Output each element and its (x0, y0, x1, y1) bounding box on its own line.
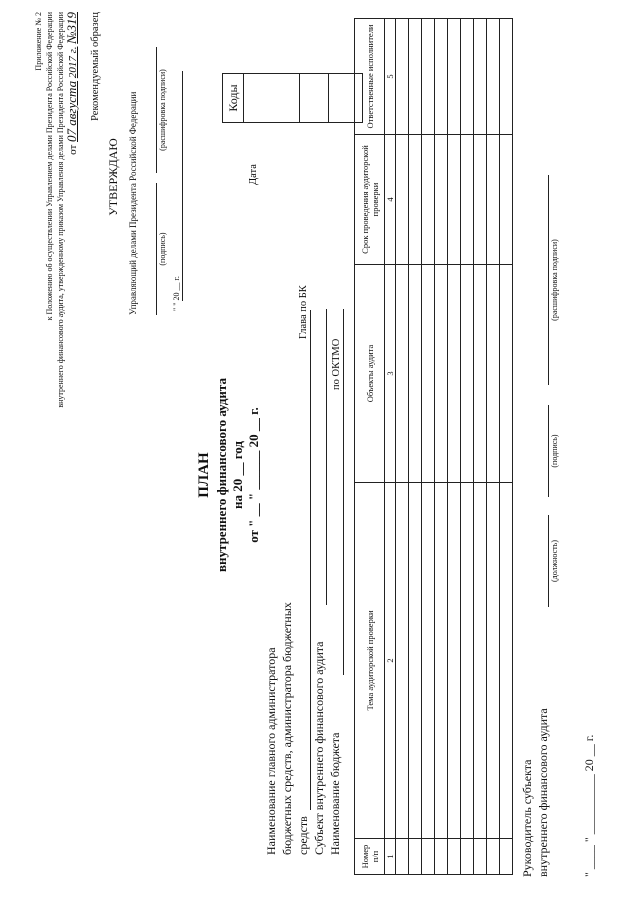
table-header-row (355, 19, 385, 875)
plan-date: от " __ " ______ 20 __ г. (246, 407, 261, 543)
appendix-line-3 (64, 12, 80, 155)
recommended-sample: Рекомендуемый образец (90, 12, 101, 121)
field-admin-line2: бюджетных средств, администратора бюджетных (280, 602, 294, 855)
table-row (461, 19, 474, 875)
table-row (435, 19, 448, 875)
num-2: 2 (385, 483, 396, 839)
codes-cell-date[interactable] (244, 74, 300, 123)
label-chapter-bk: Глава по БК (298, 285, 309, 339)
field-subject-input[interactable] (326, 309, 327, 605)
table-row (487, 19, 500, 875)
footer-position-line[interactable] (548, 515, 549, 607)
field-budget: Наименование бюджета (328, 732, 342, 855)
footer-signature-line[interactable] (548, 405, 549, 497)
label-date: Дата (248, 164, 259, 185)
plan-year: на 20 __ год (230, 440, 245, 510)
num-5: 5 (385, 19, 396, 135)
table-row (474, 19, 487, 875)
num-1: 1 (385, 839, 396, 875)
col-number: Номер п/п (355, 839, 385, 875)
field-admin-input[interactable] (310, 310, 311, 810)
order-number: №319 (64, 12, 79, 44)
approve-organization: Управляющий делами Президента Российской Федерации (128, 91, 138, 315)
col-term: Срок проведения аудиторской проверки (355, 135, 385, 265)
table-row (500, 19, 513, 875)
approve-decode-line (156, 47, 157, 173)
plan-subtitle: внутреннего финансового аудита (214, 378, 229, 572)
approve-date-underline (182, 71, 183, 301)
field-admin-line3: средств (296, 816, 310, 855)
approve-title: УТВЕРЖДАЮ (106, 138, 120, 216)
col-executors: Ответственные исполнители (355, 19, 385, 135)
footer-date-line: " ____ " __________ 20 __ г. (582, 734, 596, 877)
footer-decode-line[interactable] (548, 175, 549, 385)
appendix-line-1: к Положению об осуществлении Управлением делами Президента Российской Федерации (45, 12, 54, 321)
table-row (396, 19, 409, 875)
table-row (422, 19, 435, 875)
codes-cell-chapter[interactable] (300, 74, 329, 123)
num-3: 3 (385, 265, 396, 483)
appendix-line-2: внутреннего финансового аудита, утвержденному приказом Управления делами Президента Российской Федерации (56, 12, 65, 408)
audit-plan-table (354, 18, 513, 875)
appendix-number: Приложение № 2 (34, 12, 43, 71)
approve-decode-label: (расшифровка подписи) (158, 69, 167, 151)
label-oktmo: по ОКТМО (331, 338, 342, 390)
footer-head-line2: внутреннего финансового аудита (536, 708, 550, 877)
footer-head-line1: Руководитель субъекта (520, 759, 534, 877)
order-date-prefix: от (67, 144, 79, 155)
order-date: 07 августа (64, 80, 79, 142)
col-topic: Тема аудиторской проверки (355, 483, 385, 839)
order-year: 2017 г. (67, 46, 79, 79)
field-budget-input[interactable] (343, 309, 344, 675)
footer-signature-label: (подпись) (550, 434, 559, 468)
plan-title: ПЛАН (196, 452, 212, 498)
footer-decode-label: (расшифровка подписи) (550, 239, 559, 321)
approve-signature-label: (подпись) (158, 232, 167, 266)
col-objects: Объекты аудита (355, 265, 385, 483)
codes-header: Коды (223, 74, 244, 123)
footer-position-label: (должность) (550, 540, 559, 582)
table-row (448, 19, 461, 875)
approve-date-line: " " 20 __ г. (172, 276, 181, 311)
table-row (409, 19, 422, 875)
num-4: 4 (385, 135, 396, 265)
table-numbering-row (385, 19, 396, 875)
field-subject: Субъект внутреннего финансового аудита (312, 641, 326, 855)
approve-signature-line (156, 183, 157, 315)
field-admin-line1: Наименование главного администратора (264, 647, 278, 855)
codes-table (222, 73, 363, 123)
